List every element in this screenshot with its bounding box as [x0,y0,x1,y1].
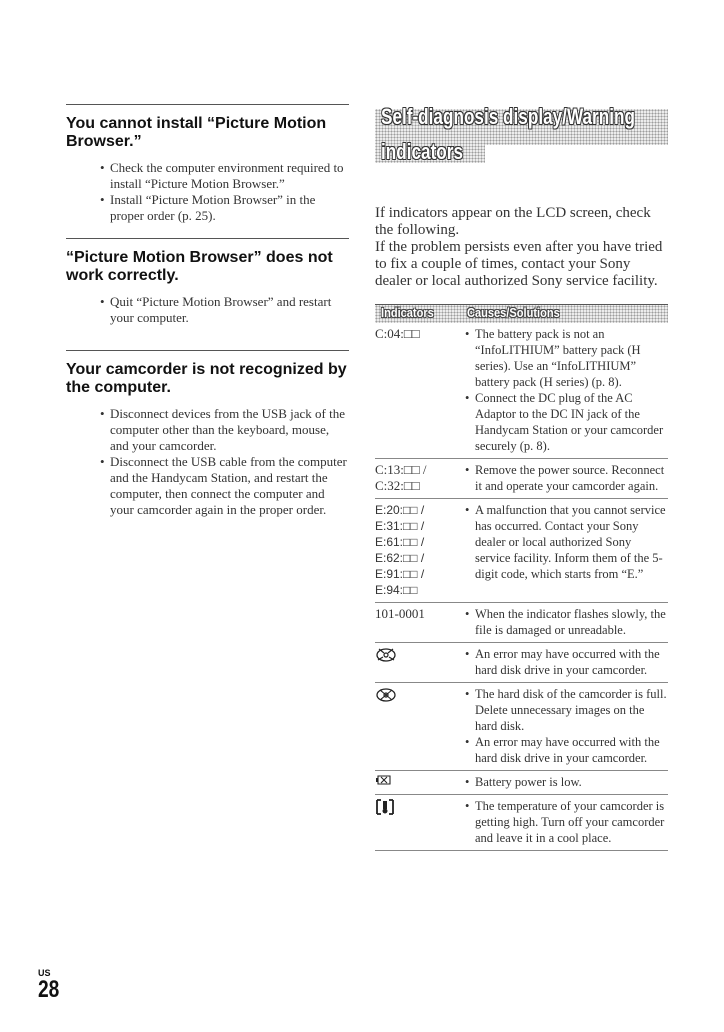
table-row [375,771,668,795]
indicator-cell [375,774,465,790]
cause-item: • The temperature of your camcorder is getting high. Turn off your camcorder and leave it in a cool place. [465,798,668,846]
page-title: Self-diagnosis display/Warning [381,104,635,129]
indicator-code: C:32:□□ [375,478,420,493]
intro-text [375,205,668,290]
hdd-full-icon [375,686,397,704]
cause-item: • Connect the DC plug of the AC Adaptor to the DC IN jack of the Handycam Station or your camcorder securely (p. 8). [465,390,668,454]
causes-cell [465,798,668,846]
table-row [375,459,668,499]
indicator-table [375,323,668,851]
causes-cell [465,686,668,766]
page-footer [38,968,65,1002]
table-row [375,683,668,771]
column-header-indicators: Indicators [381,305,434,320]
indicator-code: 101-0001 [375,606,425,621]
indicator-code: E:62:□□ / [375,551,425,565]
page-number: 28 [38,976,60,1003]
left-column [66,104,349,518]
indicator-cell [375,686,465,766]
indicator-cell [375,462,465,494]
indicator-code: C:13:□□ / [375,462,427,477]
section-cannot-install [66,104,349,224]
bullet-item: • Quit “Picture Motion Browser” and restart your computer. [100,294,349,326]
indicator-code: E:61:□□ / [375,535,425,549]
high-temperature-icon [375,798,395,816]
cause-item: • Remove the power source. Reconnect it and operate your camcorder again. [465,462,668,494]
cause-item: • Battery power is low. [465,774,668,790]
indicator-cell [375,798,465,846]
indicator-cell [375,606,465,638]
causes-cell [465,462,668,494]
section-not-recognized [66,350,349,518]
bullet-item: • Check the computer environment required to install “Picture Motion Browser.” [100,160,349,192]
table-header [375,304,668,323]
indicator-code: C:04:□□ [375,326,420,341]
table-row [375,603,668,643]
indicator-code: E:94:□□ [375,583,418,597]
hdd-error-icon [375,646,397,664]
causes-cell [465,326,668,454]
section-heading: You cannot install “Picture Motion Browser.” [66,115,327,150]
intro-paragraph: If the problem persists even after you have tried to fix a couple of times, contact your Sony dealer or local authorized Sony service facility. [375,239,663,289]
cause-item: • An error may have occurred with the hard disk drive in your camcorder. [465,734,668,766]
region-code: US [38,968,51,978]
section-heading: “Picture Motion Browser” does not work correctly. [66,249,333,284]
bullet-item: • Disconnect devices from the USB jack of the computer other than the keyboard, mouse, and your camcorder. [100,406,349,454]
section-does-not-work [66,238,349,326]
indicator-code: E:20:□□ / [375,503,425,517]
indicator-cell [375,326,465,454]
battery-low-icon [375,774,393,786]
table-row [375,795,668,851]
table-row [375,643,668,683]
table-row [375,499,668,603]
cause-item: • When the indicator flashes slowly, the file is damaged or unreadable. [465,606,668,638]
table-row [375,323,668,459]
right-column [375,104,668,851]
indicator-cell [375,646,465,678]
cause-item: • A malfunction that you cannot service has occurred. Contact your Sony dealer or local authorized Sony service facility. Inform them of the 5-digit code, which starts from “E.” [465,502,668,582]
cause-item: • The hard disk of the camcorder is full. Delete unnecessary images on the hard disk. [465,686,668,734]
causes-cell [465,502,668,598]
indicator-cell [375,502,465,598]
causes-cell [465,774,668,790]
intro-paragraph: If indicators appear on the LCD screen, check the following. [375,205,651,238]
page-title-line2: indicators [381,139,464,164]
bullet-item: • Disconnect the USB cable from the computer and the Handycam Station, and restart the computer, then connect the computer and your camcorder again in the proper order. [100,454,349,518]
column-header-causes: Causes/Solutions [467,305,560,320]
bullet-item: • Install “Picture Motion Browser” in the proper order (p. 25). [100,192,349,224]
cause-item: • An error may have occurred with the hard disk drive in your camcorder. [465,646,668,678]
cause-item: • The battery pack is not an “InfoLITHIUM” battery pack (H series). Use an “InfoLITHIUM” battery pack (H series) (p. 8). [465,326,668,390]
causes-cell [465,646,668,678]
indicator-code: E:31:□□ / [375,519,425,533]
indicator-code: E:91:□□ / [375,567,425,581]
causes-cell [465,606,668,638]
section-heading: Your camcorder is not recognized by the computer. [66,361,347,396]
section-title-banner-2 [375,139,485,164]
